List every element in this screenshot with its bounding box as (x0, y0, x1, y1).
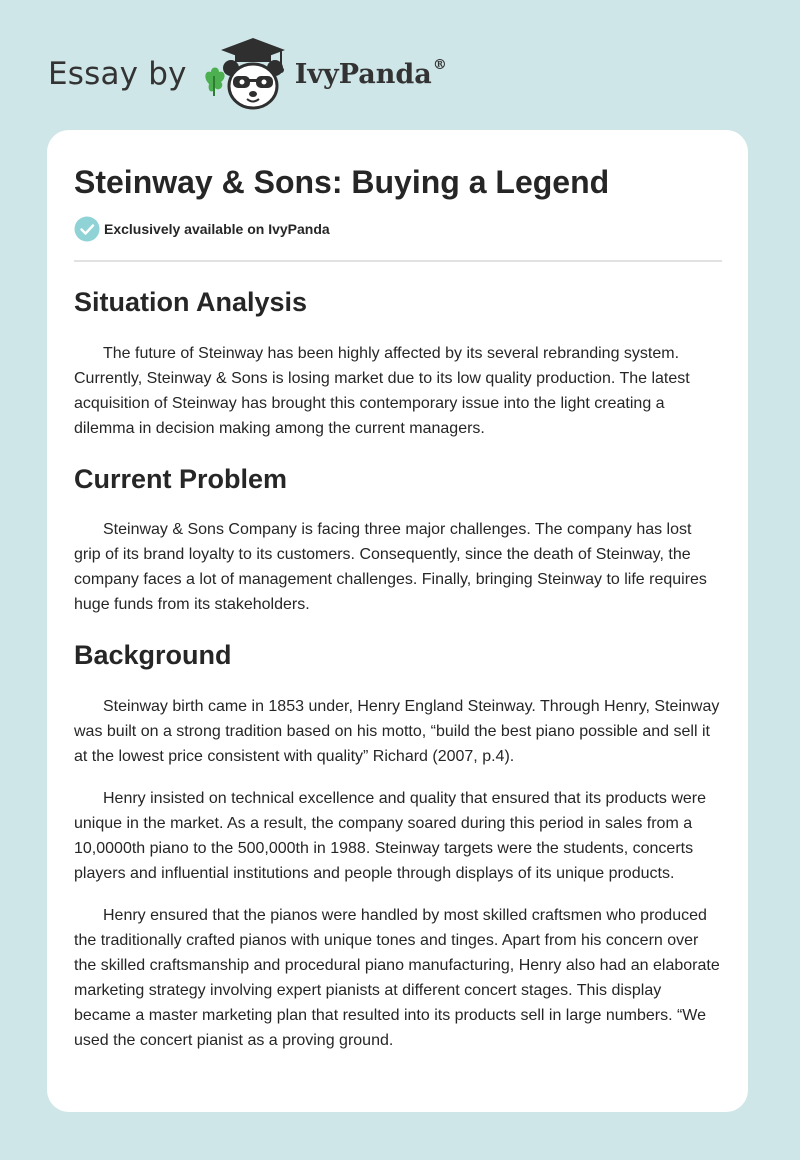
panda-graduate-icon[interactable] (201, 34, 293, 114)
page-title: Steinway & Sons: Buying a Legend (74, 164, 610, 200)
brand-name[interactable] (294, 56, 447, 90)
brand-prefix: Essay by (48, 56, 187, 92)
paragraph: Henry insisted on technical excellence and quality that ensured that its products were unique in the market. As a result, the company soared during this period in sales from a 10,0000th piano to the 500,000th in 1988. Steinway targets were the students, concerts players and influential institutions and people through displays of its unique products. (74, 789, 707, 882)
registered-mark: ® (432, 56, 447, 73)
section-background (74, 639, 722, 1052)
section-situation-analysis (74, 286, 722, 440)
brand-name-text: IvyPanda (294, 58, 432, 90)
site-header (48, 34, 447, 114)
paragraph: Steinway birth came in 1853 under, Henry England Steinway. Through Henry, Steinway was built on a strong tradition based on his motto, “build the best piano possible and sell it at the lowest price consistent with quality” Richard (2007, p.4). (74, 697, 720, 765)
section-heading: Background (74, 640, 232, 671)
paragraph: Steinway & Sons Company is facing three major challenges. The company has lost grip of its brand loyalty to its customers. Consequently, since the death of Steinway, the company faces a lot of management challenges. Finally, bringing Steinway to life requires huge funds from its stakeholders. (74, 521, 707, 614)
exclusive-label: Exclusively available on IvyPanda (104, 221, 330, 238)
essay-card (47, 130, 748, 1112)
section-heading: Situation Analysis (74, 287, 308, 318)
section-heading: Current Problem (74, 463, 288, 494)
check-circle-icon (74, 216, 100, 242)
section-current-problem (74, 463, 722, 617)
paragraph: The future of Steinway has been highly affected by its several rebranding system. Currently, Steinway & Sons is losing market due to its low quality production. The latest acquisition of Steinway has brought this contemporary issue into the light creating a dilemma in decision making among the current managers. (74, 344, 690, 437)
divider (74, 260, 722, 262)
paragraph: Henry ensured that the pianos were handled by most skilled craftsmen who produced the traditionally crafted pianos with unique tones and tinges. Apart from his concern over the skilled craftsmanship and procedural piano manufacturing, Henry also had an elaborate marketing strategy involving expert pianists at different concert stages. This display became a master marketing plan that resulted into its products sell in large numbers. “We used the concert pianist as a proving ground. (74, 906, 720, 1049)
exclusive-badge (74, 215, 722, 243)
